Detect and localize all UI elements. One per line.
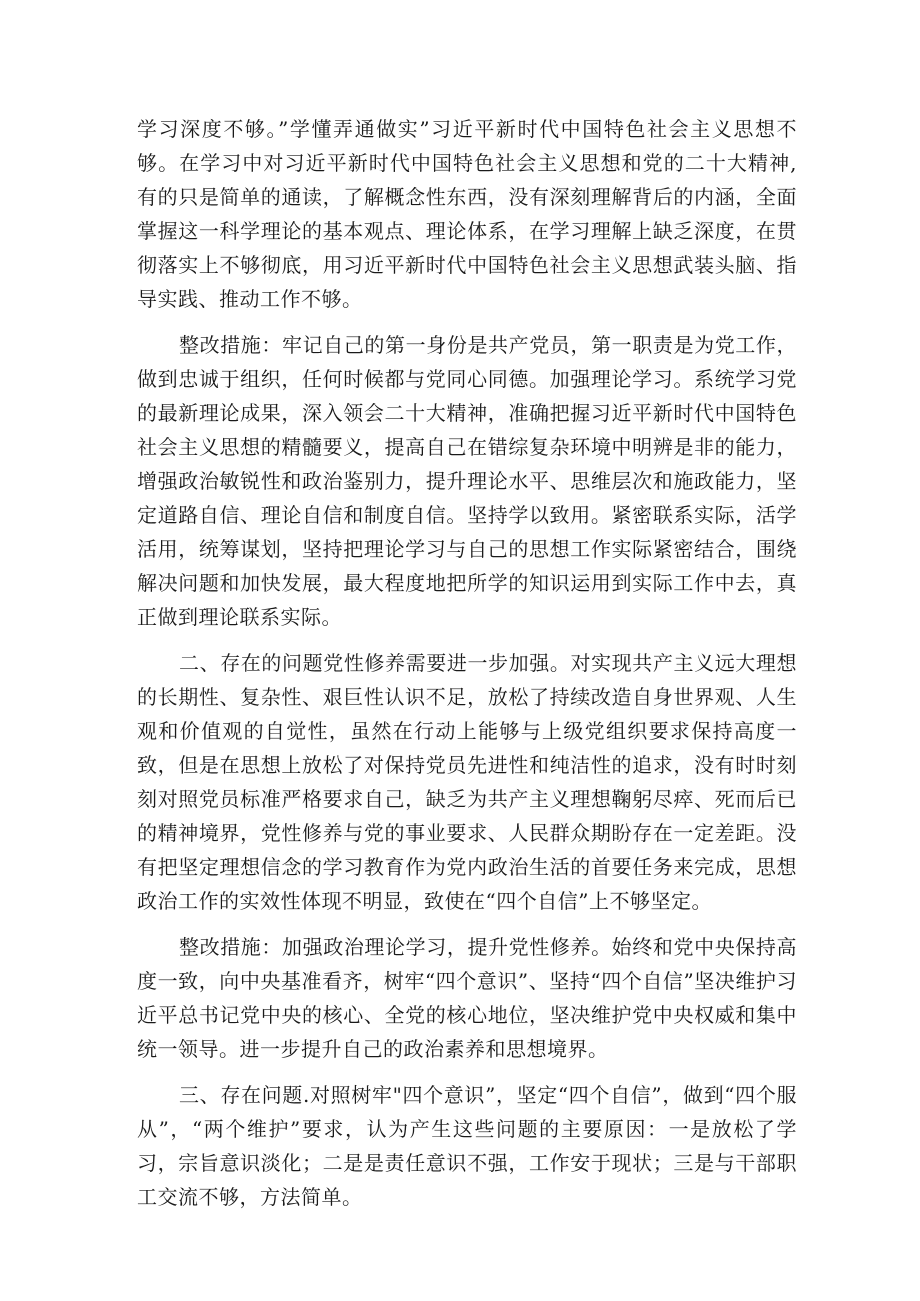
paragraph-rectification-measures-1: 整改措施：牢记自己的第一身份是共产党员，第一职责是为党工作，做到忠诚于组织，任何时候都与党同心同德。加强理论学习。系统学习党的最新理论成果，深入领会二十大精神，准确把握习近平新时代中国特色社会主义思想的精髓要义，提高自己在错综复杂环境中明辨是非的能力，增强政治敏锐性和政治鉴别力，提升理论水平、思维层次和施政能力，坚定道路自信、理论自信和制度自信。坚持学以致用。紧密联系实际，活学活用，统筹谋划，坚持把理论学习与自己的思想工作实际紧密结合，围绕解决问题和加快发展，最大程度地把所学的知识运用到实际工作中去，真正做到理论联系实际。 bbox=[137, 333, 797, 629]
document-body bbox=[137, 112, 797, 1226]
paragraph-learning-depth: 学习深度不够。”学懂弄通做实”习近平新时代中国特色社会主义思想不够。在学习中对习近平新时代中国特色社会主义思想和党的二十大精神,有的只是简单的通读，了解概念性东西，没有深刻理解背后的内涵，全面掌握这一科学理论的基本观点、理论体系，在学习理解上缺乏深度，在贯彻落实上不够彻底，用习近平新时代中国特色社会主义思想武装头脑、指导实践、推动工作不够。 bbox=[137, 117, 797, 311]
paragraph-problem-causes: 三、存在问题.对照树牢"四个意识”，坚定“四个自信”，做到“四个服从”，“两个维护”要求，认为产生这些问题的主要原因：一是放松了学习，宗旨意识淡化；二是是责任意识不强，工作安于现状；三是与干部职工交流不够，方法简单。 bbox=[137, 1083, 797, 1209]
paragraph-rectification-measures-2: 整改措施：加强政治理论学习，提升党性修养。始终和党中央保持高度一致，向中央基准看齐，树牢“四个意识”、坚持“四个自信”坚决维护习近平总书记党中央的核心、全党的核心地位，坚决维护党中央权威和集中统一领导。进一步提升自己的政治素养和思想境界。 bbox=[137, 935, 797, 1061]
paragraph-problem-party-spirit: 二、存在的问题党性修养需要进一步加强。对实现共产主义远大理想的长期性、复杂性、艰巨性认识不足，放松了持续改造自身世界观、人生观和价值观的自觉性，虽然在行动上能够与上级党组织要求保持高度一致，但是在思想上放松了对保持党员先进性和纯洁性的追求，没有时时刻刻对照党员标准严格要求自己，缺乏为共产主义理想鞠躬尽瘁、死而后已的精神境界，党性修养与党的事业要求、人民群众期盼存在一定差距。没有把坚定理想信念的学习教育作为党内政治生活的首要任务来完成，思想政治工作的实效性体现不明显，致使在“四个自信”上不够坚定。 bbox=[137, 651, 797, 913]
